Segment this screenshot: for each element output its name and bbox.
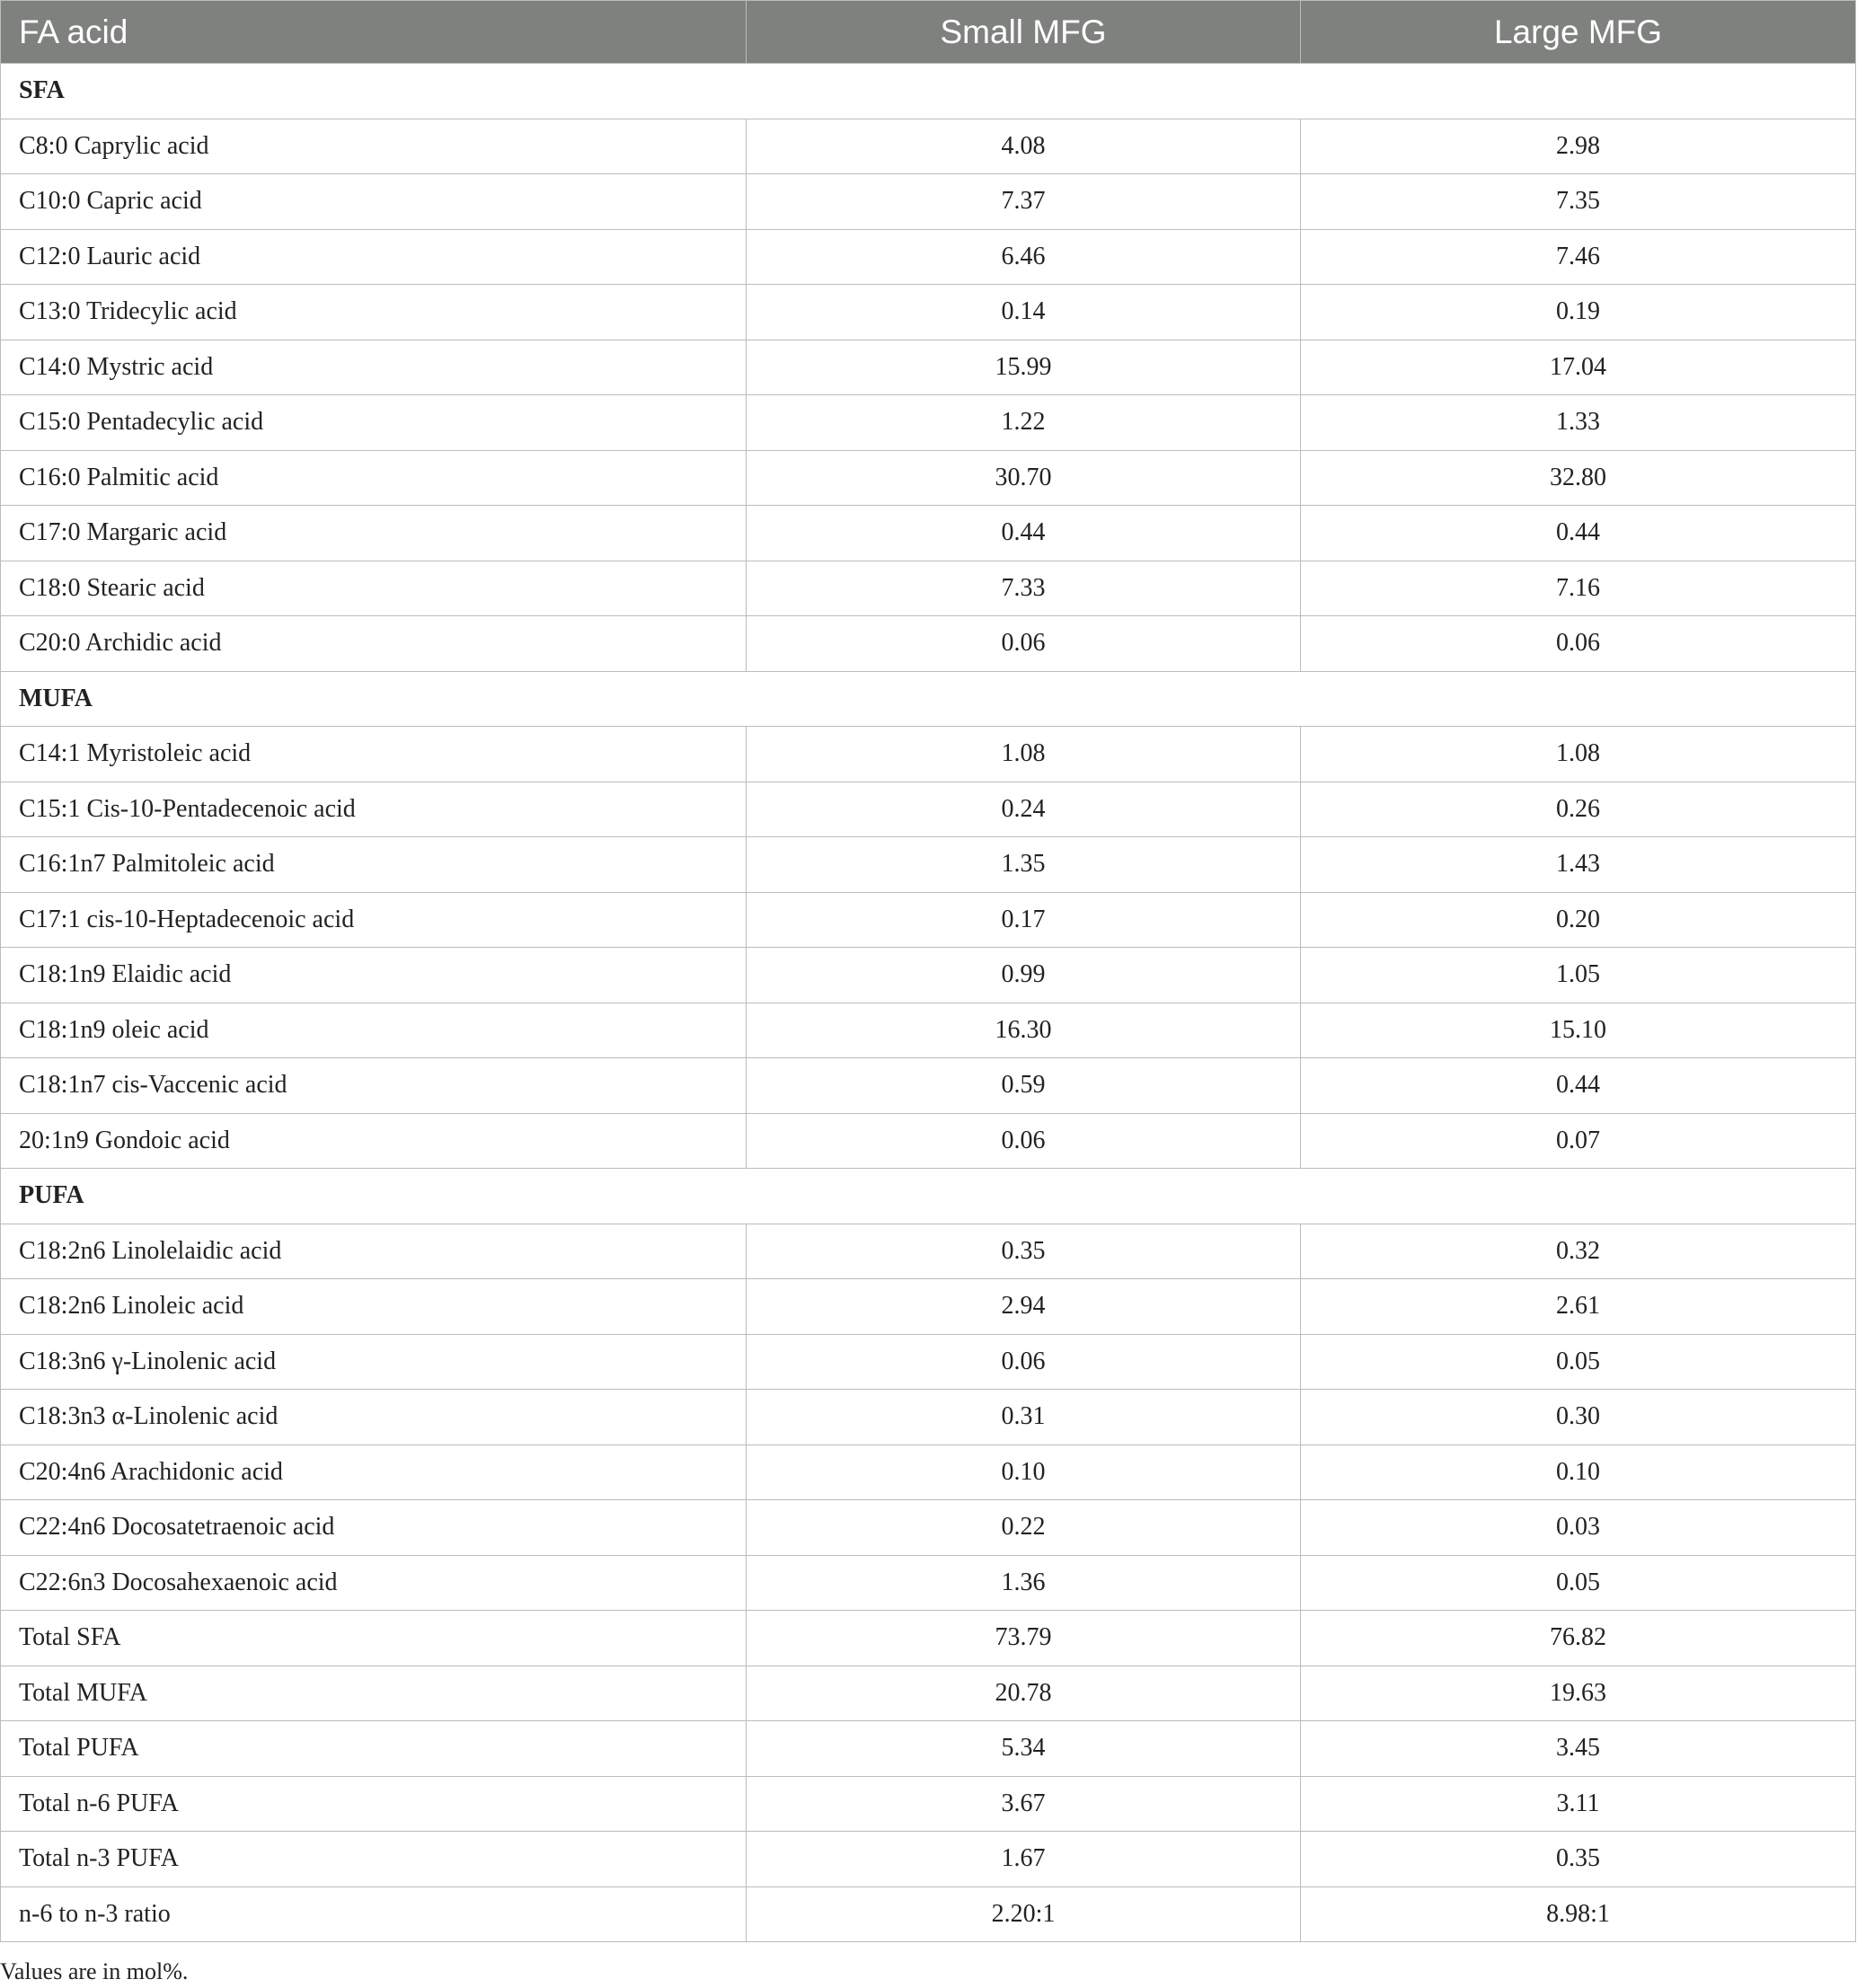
table-row	[1, 1832, 1856, 1887]
table-row	[1, 1611, 1856, 1666]
section-row	[1, 671, 1856, 727]
table-row	[1, 285, 1856, 340]
large-mfg-cell: 0.05	[1301, 1334, 1856, 1390]
large-mfg-cell: 0.30	[1301, 1390, 1856, 1445]
table-row	[1, 1721, 1856, 1777]
table-row	[1, 1555, 1856, 1611]
large-mfg-cell: 0.20	[1301, 892, 1856, 948]
fa-acid-cell: C14:1 Myristoleic acid	[1, 727, 747, 782]
fa-acid-cell: C15:1 Cis-10-Pentadecenoic acid	[1, 782, 747, 837]
large-mfg-cell: 1.33	[1301, 395, 1856, 451]
large-mfg-cell: 7.16	[1301, 561, 1856, 616]
table-row	[1, 1886, 1856, 1942]
large-mfg-cell: 0.44	[1301, 506, 1856, 561]
large-mfg-cell: 17.04	[1301, 340, 1856, 395]
large-mfg-cell: 0.03	[1301, 1500, 1856, 1556]
small-mfg-cell: 7.37	[747, 174, 1301, 230]
large-mfg-cell: 2.61	[1301, 1279, 1856, 1335]
table-row	[1, 1776, 1856, 1832]
table-row	[1, 1666, 1856, 1721]
small-mfg-cell: 1.35	[747, 837, 1301, 893]
fa-acid-cell: C18:1n7 cis-Vaccenic acid	[1, 1058, 747, 1114]
small-mfg-cell: 0.44	[747, 506, 1301, 561]
table-row	[1, 450, 1856, 506]
fa-acid-cell: C14:0 Mystric acid	[1, 340, 747, 395]
fa-acid-cell: C20:4n6 Arachidonic acid	[1, 1445, 747, 1500]
small-mfg-cell: 0.59	[747, 1058, 1301, 1114]
fa-acid-cell: C18:1n9 Elaidic acid	[1, 948, 747, 1003]
fa-acid-cell: C13:0 Tridecylic acid	[1, 285, 747, 340]
small-mfg-cell: 30.70	[747, 450, 1301, 506]
fa-acid-cell: C17:0 Margaric acid	[1, 506, 747, 561]
small-mfg-cell: 5.34	[747, 1721, 1301, 1777]
fa-acid-cell: C16:1n7 Palmitoleic acid	[1, 837, 747, 893]
fa-acid-cell: C18:3n3 α-Linolenic acid	[1, 1390, 747, 1445]
table-row	[1, 395, 1856, 451]
fa-acid-cell: C8:0 Caprylic acid	[1, 119, 747, 174]
header-row	[1, 1, 1856, 64]
table-row	[1, 892, 1856, 948]
fa-acid-cell: 20:1n9 Gondoic acid	[1, 1113, 747, 1169]
table-row	[1, 1334, 1856, 1390]
small-mfg-cell: 1.36	[747, 1555, 1301, 1611]
large-mfg-cell: 2.98	[1301, 119, 1856, 174]
fa-acid-cell: C17:1 cis-10-Heptadecenoic acid	[1, 892, 747, 948]
small-mfg-cell: 3.67	[747, 1776, 1301, 1832]
small-mfg-cell: 15.99	[747, 340, 1301, 395]
fa-acid-cell: C20:0 Archidic acid	[1, 616, 747, 672]
header-fa-acid: FA acid	[1, 1, 747, 64]
small-mfg-cell: 2.94	[747, 1279, 1301, 1335]
small-mfg-cell: 0.35	[747, 1224, 1301, 1279]
large-mfg-cell: 76.82	[1301, 1611, 1856, 1666]
large-mfg-cell: 8.98:1	[1301, 1886, 1856, 1942]
small-mfg-cell: 0.24	[747, 782, 1301, 837]
table-row	[1, 561, 1856, 616]
small-mfg-cell: 7.33	[747, 561, 1301, 616]
large-mfg-cell: 7.35	[1301, 174, 1856, 230]
small-mfg-cell: 1.22	[747, 395, 1301, 451]
table-row	[1, 782, 1856, 837]
small-mfg-cell: 0.99	[747, 948, 1301, 1003]
fa-acid-cell: n-6 to n-3 ratio	[1, 1886, 747, 1942]
table-row	[1, 948, 1856, 1003]
table-row	[1, 1224, 1856, 1279]
table-row	[1, 1445, 1856, 1500]
large-mfg-cell: 1.05	[1301, 948, 1856, 1003]
fa-acid-cell: C10:0 Capric acid	[1, 174, 747, 230]
table-row	[1, 229, 1856, 285]
table-row	[1, 1500, 1856, 1556]
small-mfg-cell: 73.79	[747, 1611, 1301, 1666]
large-mfg-cell: 0.19	[1301, 285, 1856, 340]
section-row	[1, 64, 1856, 119]
section-row	[1, 1169, 1856, 1224]
small-mfg-cell: 0.06	[747, 1334, 1301, 1390]
large-mfg-cell: 0.44	[1301, 1058, 1856, 1114]
large-mfg-cell: 32.80	[1301, 450, 1856, 506]
small-mfg-cell: 1.08	[747, 727, 1301, 782]
fa-acid-cell: C15:0 Pentadecylic acid	[1, 395, 747, 451]
table-row	[1, 1390, 1856, 1445]
table-row	[1, 837, 1856, 893]
table-row	[1, 119, 1856, 174]
small-mfg-cell: 2.20:1	[747, 1886, 1301, 1942]
table-row	[1, 1113, 1856, 1169]
large-mfg-cell: 0.07	[1301, 1113, 1856, 1169]
small-mfg-cell: 16.30	[747, 1003, 1301, 1058]
table-row	[1, 340, 1856, 395]
fa-acid-cell: C18:2n6 Linolelaidic acid	[1, 1224, 747, 1279]
small-mfg-cell: 0.17	[747, 892, 1301, 948]
section-label: SFA	[1, 64, 1856, 119]
small-mfg-cell: 6.46	[747, 229, 1301, 285]
large-mfg-cell: 3.45	[1301, 1721, 1856, 1777]
fa-acid-cell: C16:0 Palmitic acid	[1, 450, 747, 506]
fa-acid-cell: Total SFA	[1, 1611, 747, 1666]
small-mfg-cell: 4.08	[747, 119, 1301, 174]
section-label: MUFA	[1, 671, 1856, 727]
large-mfg-cell: 15.10	[1301, 1003, 1856, 1058]
small-mfg-cell: 0.06	[747, 616, 1301, 672]
large-mfg-cell: 0.32	[1301, 1224, 1856, 1279]
large-mfg-cell: 1.43	[1301, 837, 1856, 893]
table-footnote: Values are in mol%.	[0, 1958, 189, 1984]
small-mfg-cell: 0.31	[747, 1390, 1301, 1445]
fa-acid-cell: C18:2n6 Linoleic acid	[1, 1279, 747, 1335]
small-mfg-cell: 0.14	[747, 285, 1301, 340]
large-mfg-cell: 0.05	[1301, 1555, 1856, 1611]
small-mfg-cell: 0.10	[747, 1445, 1301, 1500]
fa-acid-cell: Total n-3 PUFA	[1, 1832, 747, 1887]
small-mfg-cell: 20.78	[747, 1666, 1301, 1721]
large-mfg-cell: 0.26	[1301, 782, 1856, 837]
table-row	[1, 616, 1856, 672]
section-label: PUFA	[1, 1169, 1856, 1224]
table-row	[1, 727, 1856, 782]
table-body	[1, 64, 1856, 1942]
table-header	[1, 1, 1856, 64]
table-row	[1, 174, 1856, 230]
fa-acid-cell: C18:1n9 oleic acid	[1, 1003, 747, 1058]
small-mfg-cell: 0.06	[747, 1113, 1301, 1169]
header-small-mfg: Small MFG	[747, 1, 1301, 64]
header-large-mfg: Large MFG	[1301, 1, 1856, 64]
fa-acid-cell: Total PUFA	[1, 1721, 747, 1777]
small-mfg-cell: 0.22	[747, 1500, 1301, 1556]
fa-acid-cell: C18:0 Stearic acid	[1, 561, 747, 616]
fa-acid-cell: C12:0 Lauric acid	[1, 229, 747, 285]
large-mfg-cell: 1.08	[1301, 727, 1856, 782]
large-mfg-cell: 19.63	[1301, 1666, 1856, 1721]
large-mfg-cell: 3.11	[1301, 1776, 1856, 1832]
small-mfg-cell: 1.67	[747, 1832, 1301, 1887]
large-mfg-cell: 0.35	[1301, 1832, 1856, 1887]
table-row	[1, 1058, 1856, 1114]
fa-acid-cell: C22:6n3 Docosahexaenoic acid	[1, 1555, 747, 1611]
table-row	[1, 506, 1856, 561]
large-mfg-cell: 7.46	[1301, 229, 1856, 285]
fa-acid-cell: Total MUFA	[1, 1666, 747, 1721]
large-mfg-cell: 0.06	[1301, 616, 1856, 672]
table-row	[1, 1279, 1856, 1335]
table-row	[1, 1003, 1856, 1058]
fa-acid-cell: C22:4n6 Docosatetraenoic acid	[1, 1500, 747, 1556]
fa-acid-cell: Total n-6 PUFA	[1, 1776, 747, 1832]
fa-acid-cell: C18:3n6 γ-Linolenic acid	[1, 1334, 747, 1390]
large-mfg-cell: 0.10	[1301, 1445, 1856, 1500]
